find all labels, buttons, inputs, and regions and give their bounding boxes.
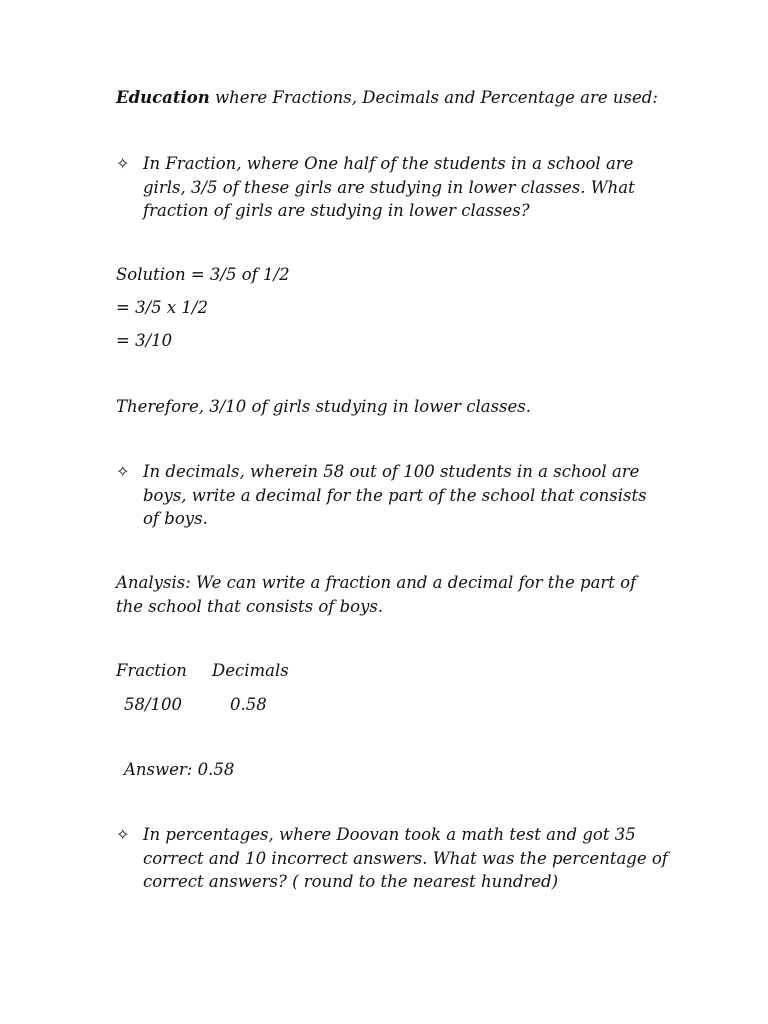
table-header-decimals: Decimals xyxy=(212,661,289,680)
percentage-question-line-3: correct answers? ( round to the nearest hundred) xyxy=(143,872,559,891)
answer: Answer: 0.58 xyxy=(124,760,235,779)
decimal-question-line-1: In decimals, wherein 58 out of 100 students in a school are xyxy=(143,462,640,481)
table-value-decimal: 0.58 xyxy=(230,695,267,714)
solution-line-2: = 3/5 x 1/2 xyxy=(116,298,208,317)
star-bullet-icon: ✧ xyxy=(116,825,130,844)
fraction-question-line-1: In Fraction, where One half of the students in a school are xyxy=(143,154,634,173)
heading xyxy=(116,86,658,110)
decimal-question-line-2: boys, write a decimal for the part of the school that consists xyxy=(143,485,647,505)
heading-bold: Education xyxy=(116,88,210,107)
analysis-line-1: Analysis: We can write a fraction and a decimal for the part of xyxy=(116,573,637,592)
table-header-fraction: Fraction xyxy=(116,661,187,680)
percentage-question xyxy=(143,823,683,894)
decimal-question xyxy=(143,460,683,531)
fraction-question-line-2: girls, 3/5 of these girls are studying in lower classes. What xyxy=(143,177,635,197)
analysis-paragraph xyxy=(116,571,636,618)
heading-rest: where Fractions, Decimals and Percentage are used: xyxy=(209,88,658,107)
star-bullet-icon: ✧ xyxy=(116,462,130,481)
fraction-question-line-3: fraction of girls are studying in lower classes? xyxy=(143,201,530,220)
analysis-line-2: the school that consists of boys. xyxy=(116,596,384,616)
table-value-fraction: 58/100 xyxy=(124,695,183,714)
star-bullet-icon: ✧ xyxy=(116,154,130,173)
therefore-statement: Therefore, 3/10 of girls studying in lower classes. xyxy=(116,397,531,416)
fraction-question xyxy=(143,152,683,223)
percentage-question-line-1: In percentages, where Doovan took a math test and got 35 xyxy=(143,825,636,844)
solution-line-3: = 3/10 xyxy=(116,331,173,350)
percentage-question-line-2: correct and 10 incorrect answers. What was the percentage of xyxy=(143,848,668,868)
solution-line-1: Solution = 3/5 of 1/2 xyxy=(116,265,290,284)
decimal-question-line-3: of boys. xyxy=(143,509,208,528)
